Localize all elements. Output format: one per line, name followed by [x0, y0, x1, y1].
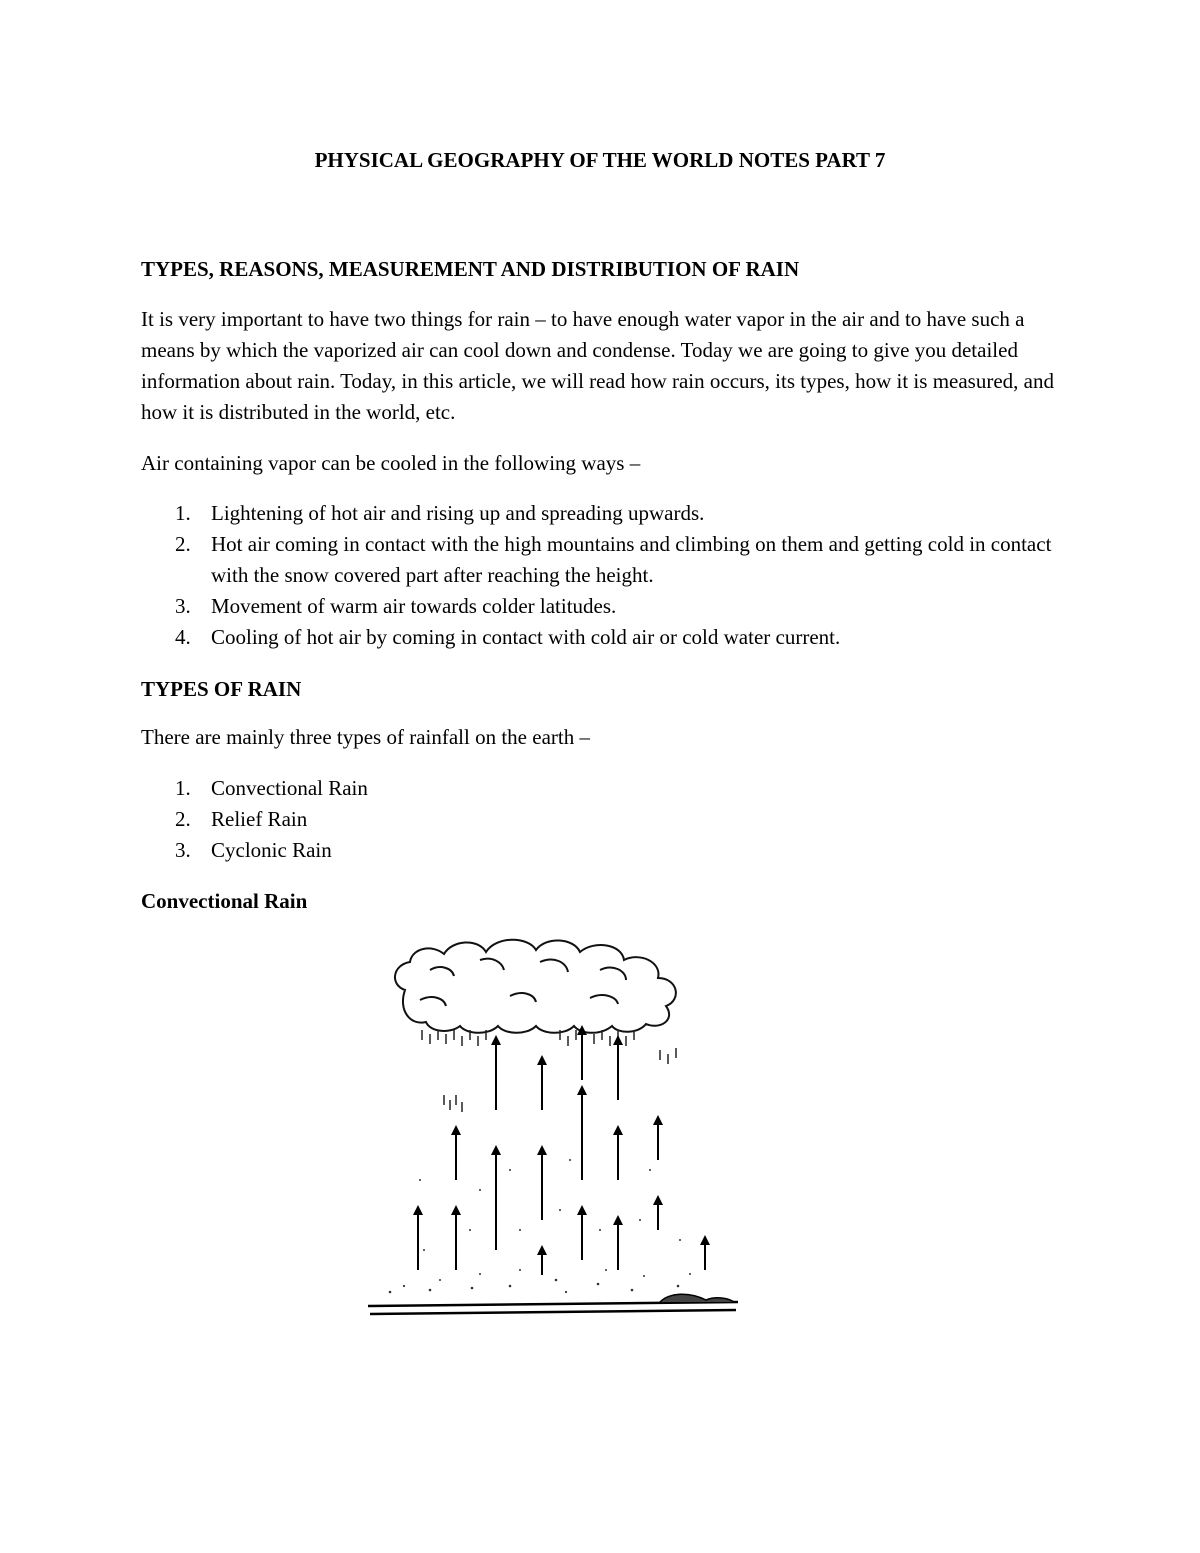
types-heading: TYPES OF RAIN [141, 677, 302, 701]
list-item: 2. Hot air coming in contact with the high mountains and climbing on them and getting cold in contact with the snow covered part after reaching the height. [175, 532, 1052, 587]
list-item: 1. Lightening of hot air and rising up and spreading upwards. [175, 501, 705, 525]
intro-paragraph: It is very important to have two things for rain – to have enough water vapor in the air and to have such a means by which the vaporized air can cool down and condense. Today we are going to give you detailed information about rain. Today, in this article, we will read how rain occurs, its types, how it is measured, and how it is distributed in the world, etc. [141, 307, 1054, 424]
document-title: PHYSICAL GEOGRAPHY OF THE WORLD NOTES PART 7 [314, 148, 886, 172]
cooling-ways-list [141, 498, 1071, 653]
rain-streaks [422, 1030, 676, 1112]
list-item: 3. Movement of warm air towards colder latitudes. [175, 594, 617, 618]
list-item: 2. Relief Rain [175, 807, 308, 831]
list-item: 4. Cooling of hot air by coming in contact with cold air or cold water current. [175, 625, 841, 649]
cooling-intro: Air containing vapor can be cooled in the following ways – [141, 451, 641, 475]
convectional-rain-diagram [360, 930, 750, 1330]
rising-air-arrows [418, 1030, 705, 1275]
cloud-icon [395, 940, 676, 1033]
ground-stipple [389, 1159, 691, 1293]
section-heading: TYPES, REASONS, MEASUREMENT AND DISTRIBUTION OF RAIN [141, 257, 800, 281]
list-item: 3. Cyclonic Rain [175, 838, 332, 862]
ground-line [368, 1294, 738, 1314]
list-item: 1. Convectional Rain [175, 776, 368, 800]
rain-types-list [141, 773, 1071, 866]
convectional-rain-subheading: Convectional Rain [141, 889, 308, 913]
convectional-rain-illustration [360, 930, 750, 1330]
types-intro: There are mainly three types of rainfall on the earth – [141, 725, 590, 749]
